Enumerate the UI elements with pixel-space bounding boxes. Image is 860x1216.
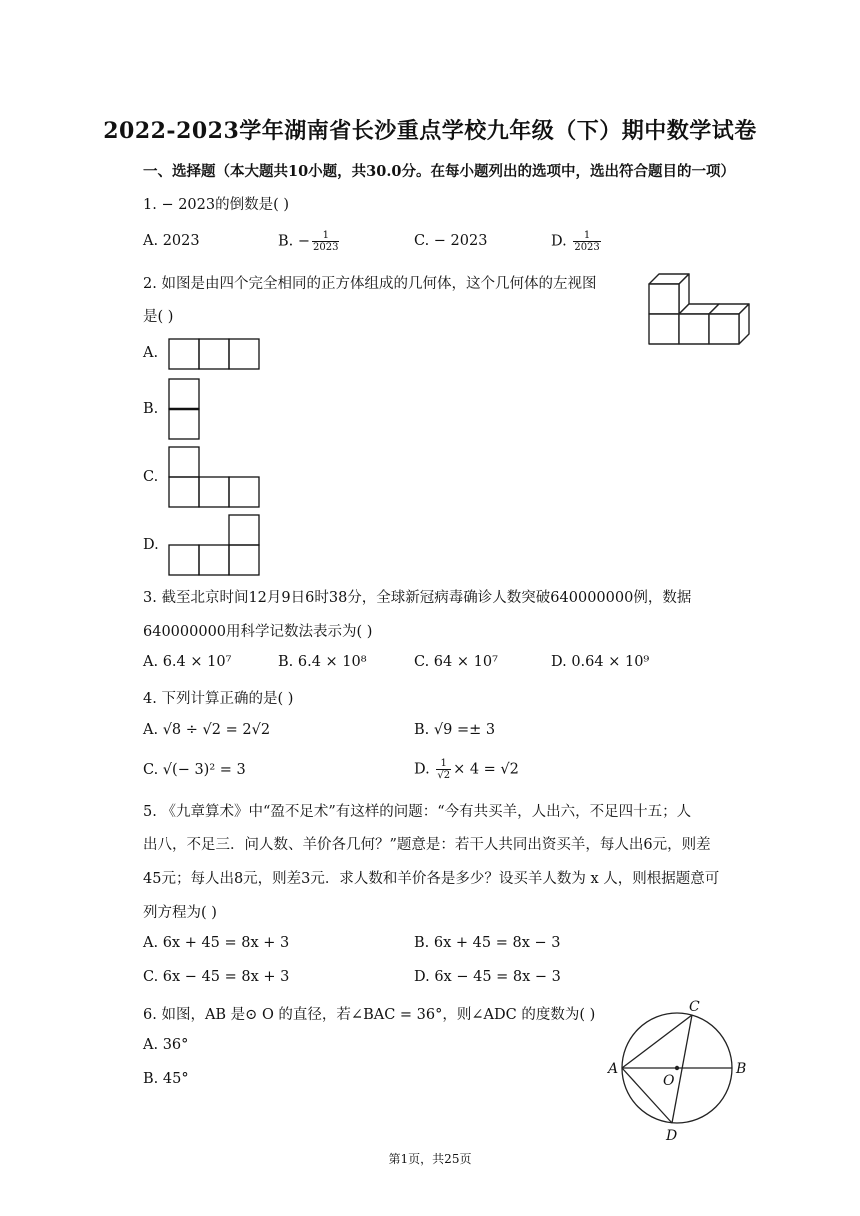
q6-option-a[interactable]: A. 36° (143, 1037, 189, 1053)
q1-option-d-fraction: $\frac{1}{2023}$ (574, 230, 600, 253)
question-3-stem: 3. 截至北京时间12月9日6时38分，全球新冠病毒确诊人数突破640000000例，数据 (143, 590, 692, 606)
q4-option-b[interactable]: B. √9 =± 3 (414, 722, 496, 738)
q2-option-c[interactable]: C. (143, 469, 159, 485)
point-label-d: D (666, 1128, 678, 1144)
q1-option-d-prefix: D. (551, 233, 572, 250)
q1-option-b[interactable] (278, 230, 341, 253)
q3-option-a[interactable]: A. 6.4 × 10⁷ (143, 654, 232, 670)
q2-option-d-figure (168, 514, 262, 577)
q5-option-d[interactable]: D. 6x − 45 = 8x − 3 (414, 969, 561, 985)
q1-option-d[interactable] (551, 230, 603, 253)
q1-option-b-fraction: $\frac{1}{2023}$ (313, 230, 339, 253)
question-2-stem-cont: 是( ) (143, 309, 174, 325)
q5-option-b[interactable]: B. 6x + 45 = 8x − 3 (414, 935, 561, 951)
q2-solid-figure (640, 268, 760, 348)
section-heading: 一、选择题（本大题共10小题，共30.0分。在每小题列出的选项中，选出符合题目的一项） (143, 163, 735, 180)
point-label-a: A (608, 1061, 619, 1077)
q4-option-c[interactable]: C. √(− 3)² = 3 (143, 762, 246, 778)
q4-option-d[interactable] (414, 758, 519, 781)
q4-option-d-fraction: $\frac{1}{√2}$ (437, 758, 451, 781)
question-4-stem: 4. 下列计算正确的是( ) (143, 691, 294, 707)
q2-option-a-figure (168, 338, 262, 370)
question-5-line-1: 5. 《九章算术》中“盈不足术”有这样的问题：“今有共买羊，人出六，不足四十五；人 (143, 804, 692, 820)
q4-option-d-suffix: × 4 = √2 (453, 761, 519, 778)
q6-option-b[interactable]: B. 45° (143, 1071, 189, 1087)
q3-option-d[interactable]: D. 0.64 × 10⁹ (551, 654, 650, 670)
point-label-b: B (736, 1061, 747, 1077)
q5-option-c[interactable]: C. 6x − 45 = 8x + 3 (143, 969, 290, 985)
point-label-c: C (689, 999, 700, 1015)
q5-option-a[interactable]: A. 6x + 45 = 8x + 3 (143, 935, 290, 951)
question-6-stem: 6. 如图，AB 是⊙ O 的直径，若∠BAC = 36°，则∠ADC 的度数为( ) (143, 1007, 596, 1023)
q2-option-c-figure (168, 446, 262, 509)
question-5-line-3: 45元；每人出8元，则差3元．求人数和羊价各是多少？设买羊人数为 x 人，则根据题意可 (143, 871, 720, 887)
question-3-stem-cont: 640000000用科学记数法表示为( ) (143, 624, 373, 640)
page-title: 2022-2023学年湖南省长沙重点学校九年级（下）期中数学试卷 (103, 118, 757, 144)
q2-option-d[interactable]: D. (143, 537, 159, 553)
q3-option-c[interactable]: C. 64 × 10⁷ (414, 654, 498, 670)
question-5-line-2: 出八，不足三．问人数、羊价各几何？”题意是：若干人共同出资买羊，每人出6元，则差 (143, 837, 711, 853)
q2-option-b-figure (168, 378, 202, 441)
question-1-stem: 1. − 2023的倒数是( ) (143, 197, 290, 213)
q1-option-a[interactable]: A. 2023 (143, 233, 200, 249)
page-footer: 第1页，共25页 (388, 1152, 472, 1166)
question-2-stem: 2. 如图是由四个完全相同的正方体组成的几何体，这个几何体的左视图 (143, 276, 597, 292)
point-label-o: O (663, 1073, 675, 1089)
q4-option-d-prefix: D. (414, 761, 435, 778)
q2-option-b[interactable]: B. (143, 401, 159, 417)
q4-option-a[interactable]: A. √8 ÷ √2 = 2√2 (143, 722, 271, 738)
q6-circle-figure (600, 995, 760, 1145)
q1-option-b-prefix: B. − (278, 233, 311, 250)
q2-option-a[interactable]: A. (143, 345, 159, 361)
q3-option-b[interactable]: B. 6.4 × 10⁸ (278, 654, 367, 670)
question-5-line-4: 列方程为( ) (143, 905, 217, 921)
q1-option-c[interactable]: C. − 2023 (414, 233, 488, 249)
